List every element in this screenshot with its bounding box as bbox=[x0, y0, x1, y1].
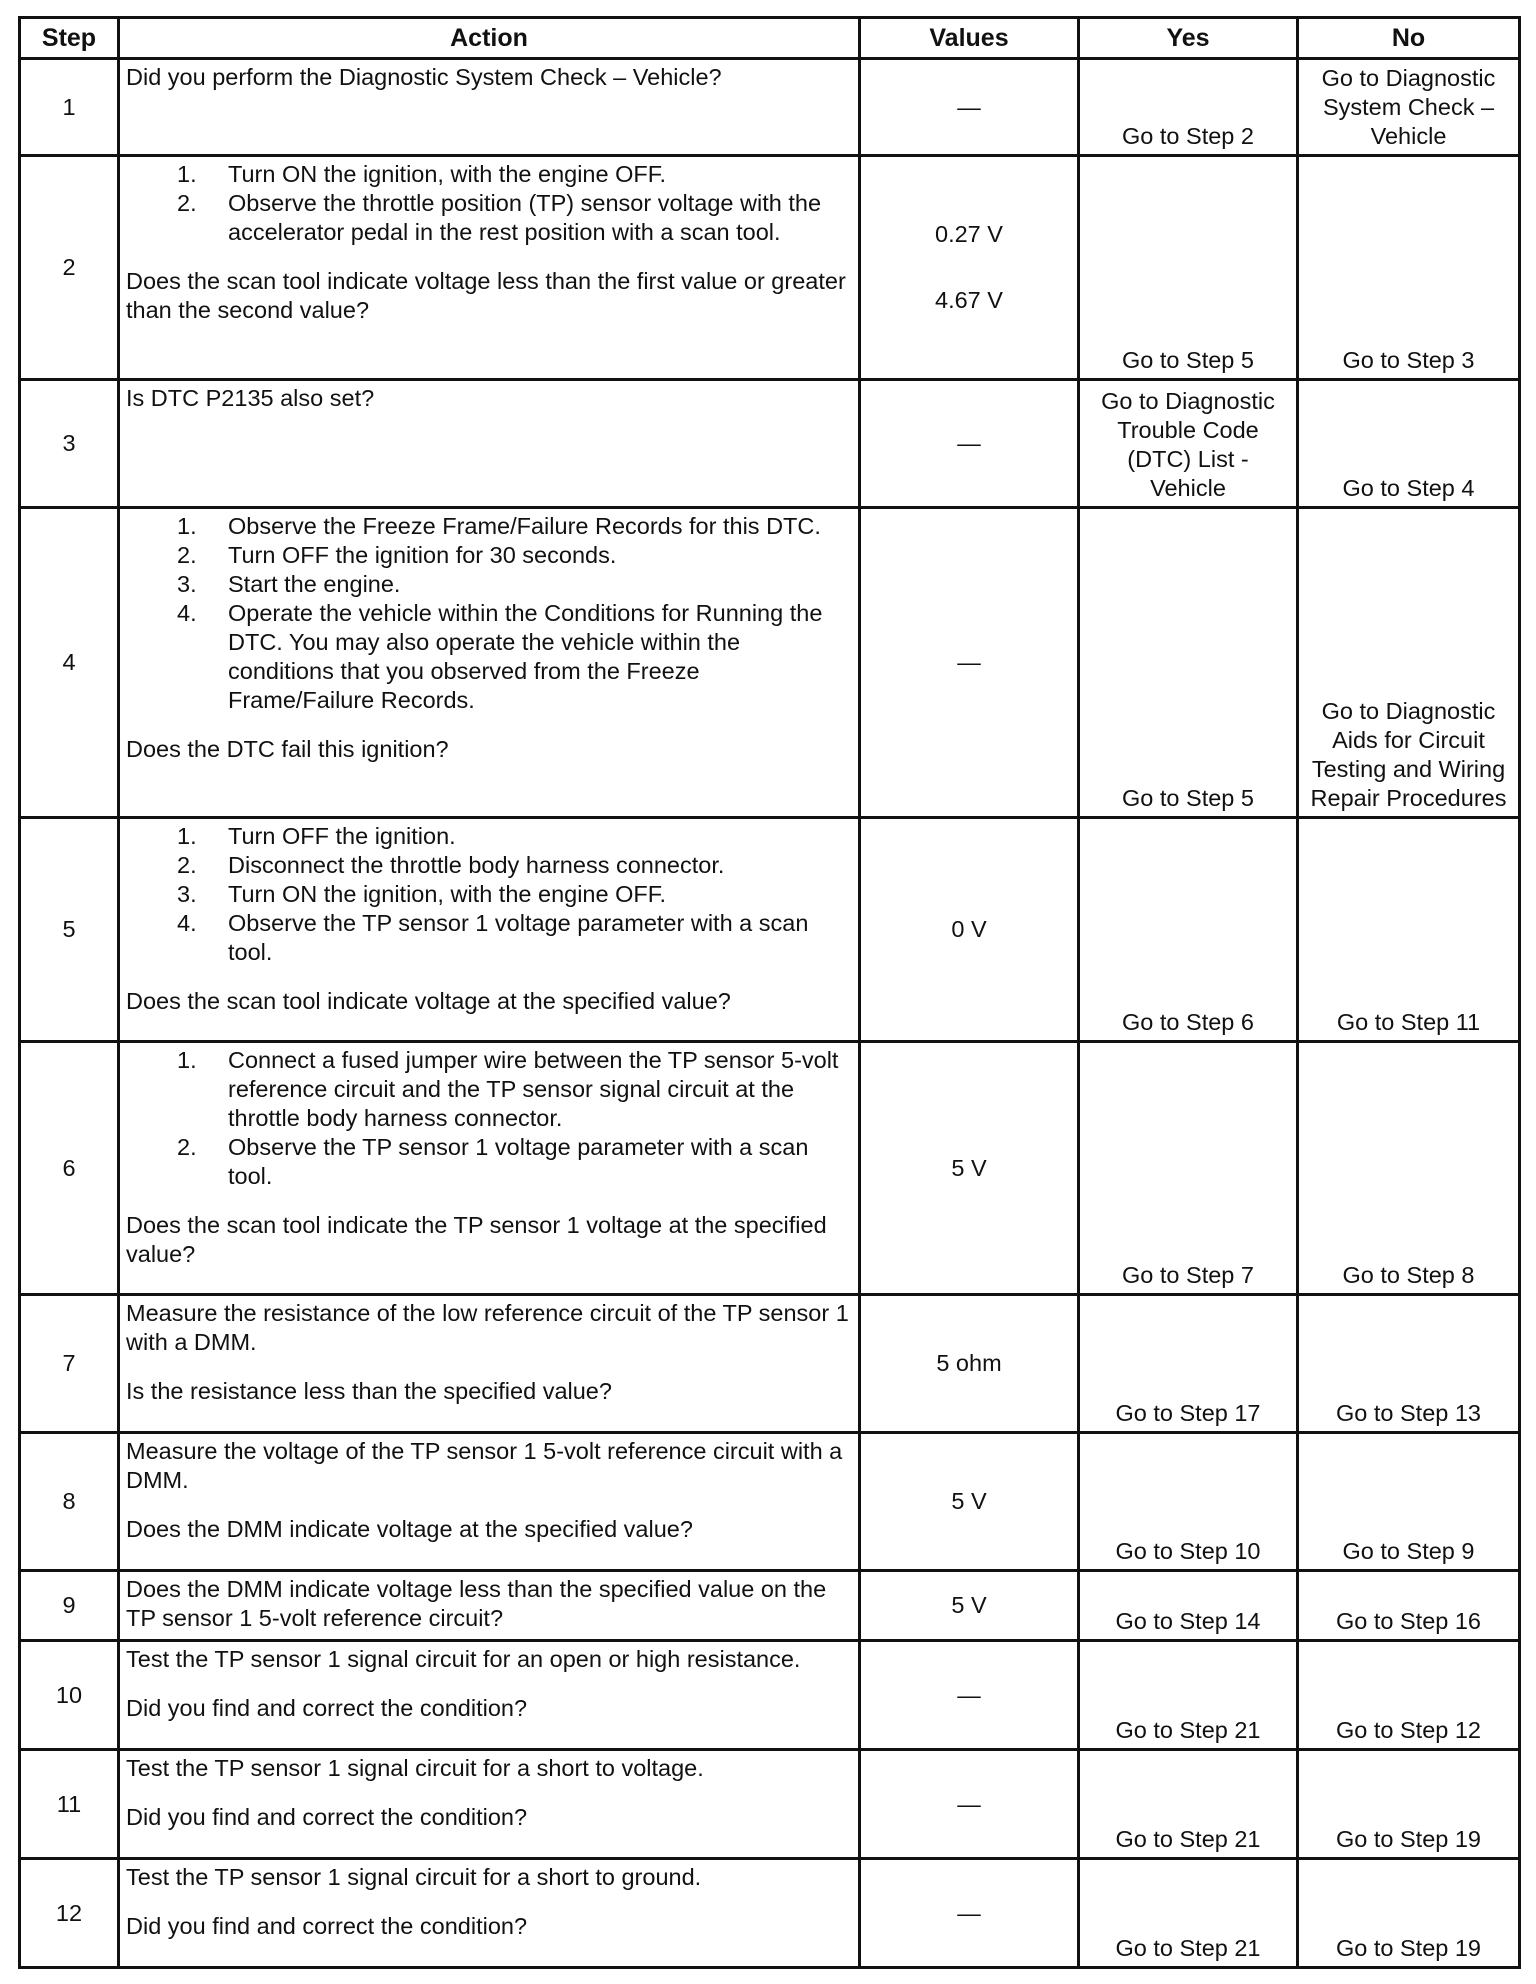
action-step: Turn OFF the ignition for 30 seconds. bbox=[228, 542, 617, 568]
value-cell: 5 V bbox=[860, 1571, 1079, 1641]
action-step: Observe the TP sensor 1 voltage parameter with a scan tool. bbox=[228, 910, 809, 965]
action-cell bbox=[119, 1042, 860, 1295]
header-no: No bbox=[1298, 18, 1520, 59]
table-row bbox=[20, 818, 1520, 1042]
no-cell: Go to Step 19 bbox=[1298, 1859, 1520, 1968]
value-cell: 5 V bbox=[860, 1433, 1079, 1571]
value-cell: — bbox=[860, 59, 1079, 156]
action-step: Observe the TP sensor 1 voltage parameter with a scan tool. bbox=[228, 1134, 809, 1189]
action-cell bbox=[119, 156, 860, 380]
action-cell bbox=[119, 1859, 860, 1968]
action-step: Start the engine. bbox=[228, 571, 401, 597]
step-number: 3 bbox=[20, 380, 119, 508]
action-step: Connect a fused jumper wire between the TP sensor 5-volt reference circuit and the TP sensor signal circuit at the throttle body harness connector. bbox=[228, 1047, 839, 1131]
step-number: 12 bbox=[20, 1859, 119, 1968]
table-row bbox=[20, 1433, 1520, 1571]
yes-cell: Go to Step 17 bbox=[1079, 1295, 1298, 1433]
yes-cell: Go to Step 2 bbox=[1079, 59, 1298, 156]
no-cell: Go to Step 8 bbox=[1298, 1042, 1520, 1295]
action-question: Does the DMM indicate voltage at the specified value? bbox=[126, 1516, 693, 1542]
step-number: 1 bbox=[20, 59, 119, 156]
no-cell: Go to Step 12 bbox=[1298, 1641, 1520, 1750]
action-cell bbox=[119, 1750, 860, 1859]
header-values: Values bbox=[860, 18, 1079, 59]
action-question: Does the scan tool indicate the TP sensor 1 voltage at the specified value? bbox=[126, 1212, 827, 1267]
action-step: Observe the Freeze Frame/Failure Records for this DTC. bbox=[228, 513, 821, 539]
step-number: 8 bbox=[20, 1433, 119, 1571]
header-yes: Yes bbox=[1079, 18, 1298, 59]
yes-cell: Go to Step 6 bbox=[1079, 818, 1298, 1042]
action-step: Observe the throttle position (TP) sensor voltage with the accelerator pedal in the rest position with a scan tool. bbox=[228, 190, 822, 245]
action-steps bbox=[126, 512, 852, 715]
value-cell: — bbox=[860, 1859, 1079, 1968]
action-cell bbox=[119, 818, 860, 1042]
step-number: 6 bbox=[20, 1042, 119, 1295]
yes-cell: Go to Diagnostic Trouble Code (DTC) List - Vehicle bbox=[1079, 380, 1298, 508]
value-cell: — bbox=[860, 1641, 1079, 1750]
yes-cell: Go to Step 21 bbox=[1079, 1641, 1298, 1750]
action-text: Test the TP sensor 1 signal circuit for a short to voltage. bbox=[126, 1755, 704, 1781]
diagnostic-table bbox=[18, 16, 1521, 1969]
step-number: 9 bbox=[20, 1571, 119, 1641]
value-cell: — bbox=[860, 380, 1079, 508]
action-cell bbox=[119, 1641, 860, 1750]
action-steps bbox=[126, 822, 852, 967]
action-step: Turn OFF the ignition. bbox=[228, 823, 456, 849]
action-cell bbox=[119, 1433, 860, 1571]
action-text: Test the TP sensor 1 signal circuit for a short to ground. bbox=[126, 1864, 702, 1890]
action-steps bbox=[126, 160, 852, 247]
yes-cell: Go to Step 5 bbox=[1079, 508, 1298, 818]
no-cell: Go to Step 16 bbox=[1298, 1571, 1520, 1641]
value-cell bbox=[860, 156, 1079, 380]
action-step: Operate the vehicle within the Conditions for Running the DTC. You may also operate the vehicle within the conditions that you observed from the Freeze Frame/Failure Records. bbox=[228, 600, 823, 713]
yes-cell: Go to Step 5 bbox=[1079, 156, 1298, 380]
action-question: Does the DTC fail this ignition? bbox=[126, 736, 449, 762]
no-cell: Go to Step 11 bbox=[1298, 818, 1520, 1042]
action-question: Is the resistance less than the specified value? bbox=[126, 1378, 612, 1404]
action-question: Does the scan tool indicate voltage at the specified value? bbox=[126, 988, 731, 1014]
action-question: Did you find and correct the condition? bbox=[126, 1695, 528, 1721]
action-cell bbox=[119, 508, 860, 818]
action-cell bbox=[119, 380, 860, 508]
action-step: Turn ON the ignition, with the engine OFF. bbox=[228, 881, 667, 907]
step-number: 2 bbox=[20, 156, 119, 380]
value-high: 4.67 V bbox=[935, 287, 1003, 313]
action-question: Did you find and correct the condition? bbox=[126, 1804, 528, 1830]
action-text: Measure the voltage of the TP sensor 1 5-volt reference circuit with a DMM. bbox=[126, 1438, 843, 1493]
yes-cell: Go to Step 21 bbox=[1079, 1859, 1298, 1968]
step-number: 4 bbox=[20, 508, 119, 818]
action-cell bbox=[119, 59, 860, 156]
action-text: Test the TP sensor 1 signal circuit for an open or high resistance. bbox=[126, 1646, 801, 1672]
no-cell: Go to Diagnostic System Check – Vehicle bbox=[1298, 59, 1520, 156]
value-cell: 0 V bbox=[860, 818, 1079, 1042]
action-text: Did you perform the Diagnostic System Check – Vehicle? bbox=[126, 64, 722, 90]
no-cell: Go to Step 4 bbox=[1298, 380, 1520, 508]
table-row bbox=[20, 1295, 1520, 1433]
table-row bbox=[20, 1859, 1520, 1968]
table-row bbox=[20, 1750, 1520, 1859]
yes-cell: Go to Step 14 bbox=[1079, 1571, 1298, 1641]
table-row bbox=[20, 156, 1520, 380]
action-question: Did you find and correct the condition? bbox=[126, 1913, 528, 1939]
no-cell: Go to Step 3 bbox=[1298, 156, 1520, 380]
no-cell: Go to Diagnostic Aids for Circuit Testing and Wiring Repair Procedures bbox=[1298, 508, 1520, 818]
table-header-row bbox=[20, 18, 1520, 59]
action-steps bbox=[126, 1046, 852, 1191]
value-cell: — bbox=[860, 1750, 1079, 1859]
step-number: 10 bbox=[20, 1641, 119, 1750]
value-cell: 5 ohm bbox=[860, 1295, 1079, 1433]
step-number: 11 bbox=[20, 1750, 119, 1859]
step-number: 7 bbox=[20, 1295, 119, 1433]
no-cell: Go to Step 9 bbox=[1298, 1433, 1520, 1571]
table-row bbox=[20, 1641, 1520, 1750]
header-step: Step bbox=[20, 18, 119, 59]
action-step: Disconnect the throttle body harness connector. bbox=[228, 852, 725, 878]
action-text: Measure the resistance of the low reference circuit of the TP sensor 1 with a DMM. bbox=[126, 1300, 849, 1355]
yes-cell: Go to Step 7 bbox=[1079, 1042, 1298, 1295]
table-row bbox=[20, 508, 1520, 818]
action-question: Does the scan tool indicate voltage less than the first value or greater than the second value? bbox=[126, 268, 846, 323]
yes-cell: Go to Step 21 bbox=[1079, 1750, 1298, 1859]
table-row bbox=[20, 59, 1520, 156]
table-row bbox=[20, 1571, 1520, 1641]
value-cell: — bbox=[860, 508, 1079, 818]
value-low: 0.27 V bbox=[935, 221, 1003, 247]
action-cell bbox=[119, 1571, 860, 1641]
table-row bbox=[20, 1042, 1520, 1295]
no-cell: Go to Step 19 bbox=[1298, 1750, 1520, 1859]
no-cell: Go to Step 13 bbox=[1298, 1295, 1520, 1433]
yes-cell: Go to Step 10 bbox=[1079, 1433, 1298, 1571]
action-text: Is DTC P2135 also set? bbox=[126, 385, 375, 411]
step-number: 5 bbox=[20, 818, 119, 1042]
header-action: Action bbox=[119, 18, 860, 59]
value-cell: 5 V bbox=[860, 1042, 1079, 1295]
action-text: Does the DMM indicate voltage less than the specified value on the TP sensor 1 5-volt reference circuit? bbox=[126, 1576, 827, 1631]
action-step: Turn ON the ignition, with the engine OFF. bbox=[228, 161, 667, 187]
table-row bbox=[20, 380, 1520, 508]
action-cell bbox=[119, 1295, 860, 1433]
